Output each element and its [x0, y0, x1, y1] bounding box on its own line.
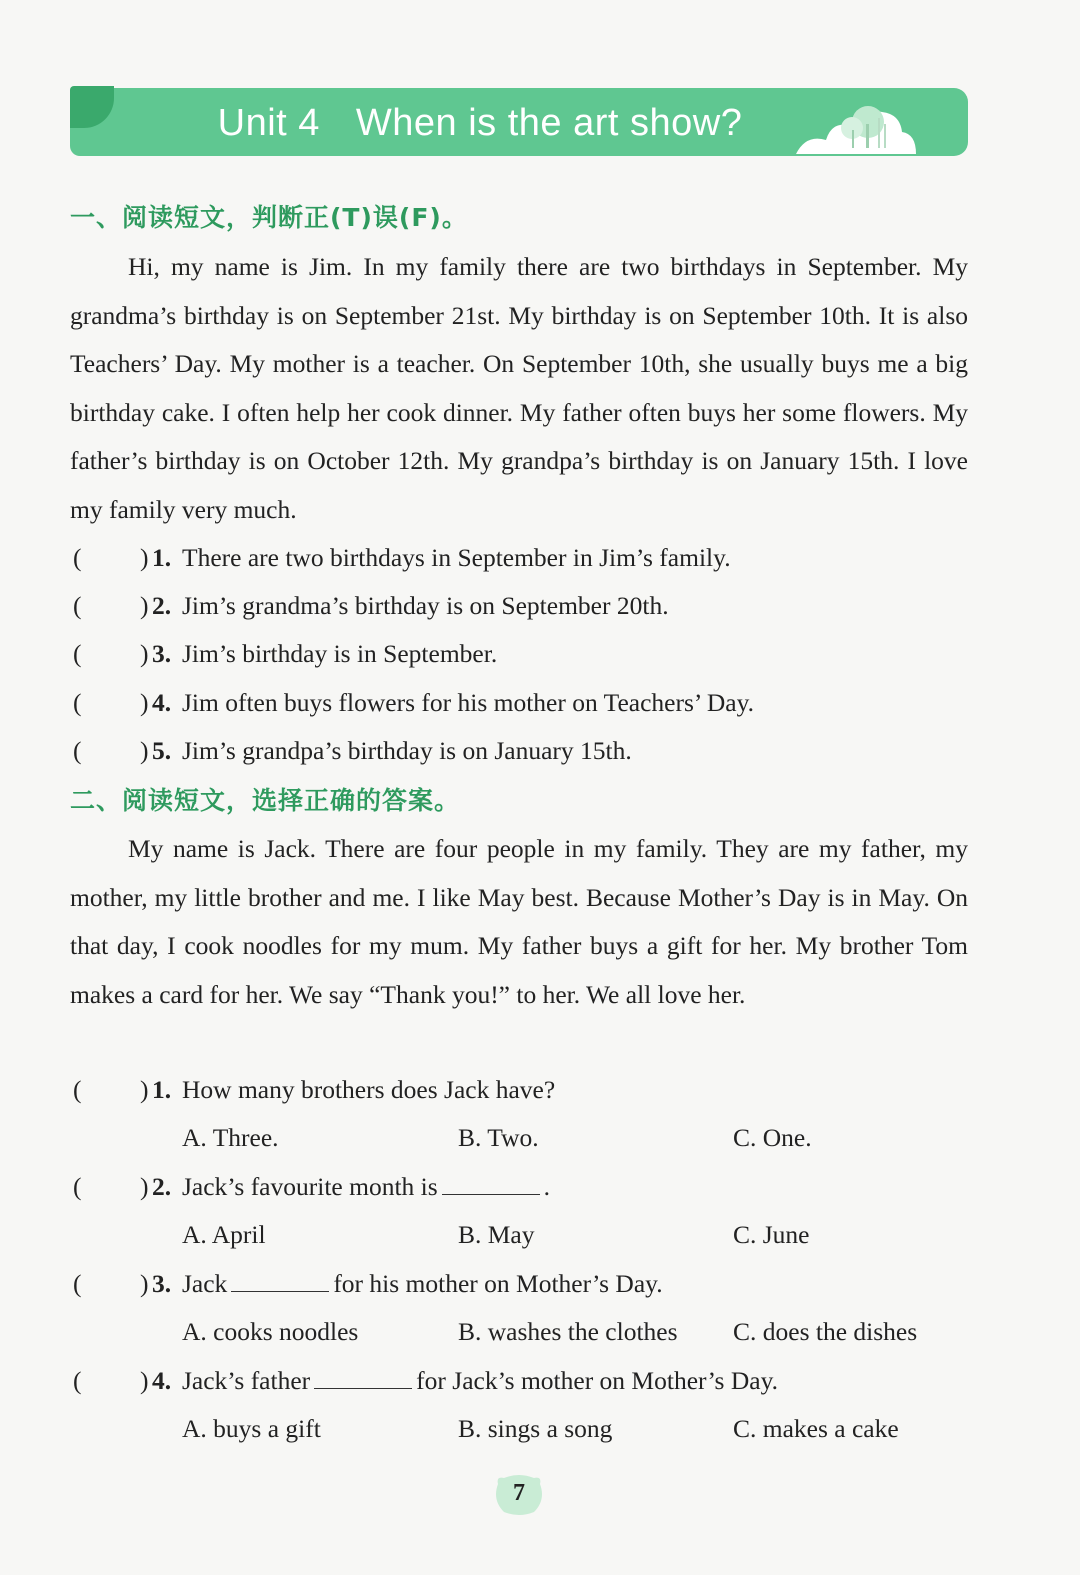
answer-paren-close: )	[140, 1075, 149, 1104]
question-number: 2.	[152, 591, 172, 620]
section1-passage-text: Hi, my name is Jim. In my family there are two birthdays in September. My grandma’s birthday is on September 21st. My birthday is on September 10th. It is also Teachers’ Day. My mother is a teacher. On September 10th, she usually buys me a big birthday cake. I often help her cook dinner. My father often buys her some flowers. My father’s birthday is on October 12th. My grandpa’s birthday is on January 15th. I love my family very much.	[70, 252, 968, 524]
answer-paren-close: )	[140, 543, 149, 572]
option-a[interactable]: A. buys a gift	[182, 1414, 321, 1443]
option-a[interactable]: A. cooks noodles	[182, 1317, 359, 1346]
fill-blank[interactable]	[231, 1267, 329, 1292]
s2-question-3	[70, 1264, 970, 1304]
question-text	[182, 1167, 550, 1207]
section2-passage	[70, 825, 968, 1019]
option-c[interactable]: C. One.	[733, 1123, 812, 1152]
answer-paren-open[interactable]: (	[73, 688, 82, 717]
question-text: Jim’s birthday is in September.	[182, 639, 498, 668]
answer-paren-open[interactable]: (	[73, 1269, 82, 1298]
question-text-before: Jack	[182, 1269, 228, 1298]
option-c[interactable]: C. June	[733, 1220, 810, 1249]
answer-paren-close: )	[140, 1366, 149, 1395]
page-number: 7	[513, 1480, 525, 1506]
question-text: There are two birthdays in September in Jim’s family.	[182, 543, 731, 572]
answer-paren-open[interactable]: (	[73, 1366, 82, 1395]
s2-question-1	[70, 1070, 970, 1110]
answer-paren-close: )	[140, 688, 149, 717]
answer-paren-open[interactable]: (	[73, 639, 82, 668]
question-number: 3.	[152, 1269, 172, 1298]
answer-paren-open[interactable]: (	[73, 1172, 82, 1201]
question-text	[182, 1361, 778, 1401]
s1-question-5	[70, 731, 970, 771]
answer-paren-open[interactable]: (	[73, 543, 82, 572]
answer-paren-close: )	[140, 639, 149, 668]
question-number: 4.	[152, 688, 172, 717]
s2-question-4	[70, 1361, 970, 1401]
question-text-after: for his mother on Mother’s Day.	[333, 1269, 663, 1298]
option-c[interactable]: C. makes a cake	[733, 1414, 899, 1443]
answer-paren-close: )	[140, 1172, 149, 1201]
unit-title-text: When is the art show?	[355, 102, 743, 144]
s2-question-2	[70, 1167, 970, 1207]
answer-paren-open[interactable]: (	[73, 1075, 82, 1104]
question-text: Jim’s grandma’s birthday is on September 20th.	[182, 591, 669, 620]
s2-q4-options	[182, 1409, 982, 1449]
s2-q1-options	[182, 1118, 982, 1158]
question-text-before: Jack’s father	[182, 1366, 311, 1395]
fill-blank[interactable]	[442, 1170, 540, 1195]
answer-paren-close: )	[140, 591, 149, 620]
option-b[interactable]: B. sings a song	[458, 1414, 613, 1443]
section1-passage	[70, 243, 968, 535]
question-text-before: Jack’s favourite month is	[182, 1172, 438, 1201]
s1-question-1	[70, 538, 970, 578]
unit-label: Unit 4	[217, 102, 320, 144]
s2-q3-options	[182, 1312, 982, 1352]
s1-question-4	[70, 683, 970, 723]
question-text: Jim’s grandpa’s birthday is on January 15th.	[182, 736, 632, 765]
fill-blank[interactable]	[314, 1364, 412, 1389]
question-number: 4.	[152, 1366, 172, 1395]
question-number: 1.	[152, 1075, 172, 1104]
section2-passage-text: My name is Jack. There are four people in my family. They are my father, my mother, my little brother and me. I like May best. Because Mother’s Day is in May. On that day, I cook noodles for my mum. My father buys a gift for her. My brother Tom makes a card for her. We say “Thank you!” to her. We all love her.	[70, 834, 968, 1009]
option-a[interactable]: A. April	[182, 1220, 266, 1249]
question-text: How many brothers does Jack have?	[182, 1075, 556, 1104]
option-c[interactable]: C. does the dishes	[733, 1317, 918, 1346]
section2-heading: 二、阅读短文，选择正确的答案。	[70, 786, 461, 815]
option-a[interactable]: A. Three.	[182, 1123, 279, 1152]
unit-title	[70, 88, 890, 156]
answer-paren-close: )	[140, 1269, 149, 1298]
question-text	[182, 1264, 663, 1304]
answer-paren-open[interactable]: (	[73, 591, 82, 620]
answer-paren-open[interactable]: (	[73, 736, 82, 765]
tree-cloud-icon	[796, 90, 916, 154]
question-number: 3.	[152, 639, 172, 668]
s2-q2-options	[182, 1215, 982, 1255]
s1-question-2	[70, 586, 970, 626]
s1-question-3	[70, 634, 970, 674]
question-text: Jim often buys flowers for his mother on Teachers’ Day.	[182, 688, 755, 717]
question-number: 1.	[152, 543, 172, 572]
section1-heading: 一、阅读短文，判断正(T)误(F)。	[70, 203, 468, 232]
question-number: 5.	[152, 736, 172, 765]
answer-paren-close: )	[140, 736, 149, 765]
option-b[interactable]: B. washes the clothes	[458, 1317, 678, 1346]
unit-banner	[70, 88, 968, 156]
option-b[interactable]: B. Two.	[458, 1123, 539, 1152]
option-b[interactable]: B. May	[458, 1220, 535, 1249]
question-number: 2.	[152, 1172, 172, 1201]
question-text-after: for Jack’s mother on Mother’s Day.	[416, 1366, 779, 1395]
question-text-after: .	[543, 1172, 551, 1201]
